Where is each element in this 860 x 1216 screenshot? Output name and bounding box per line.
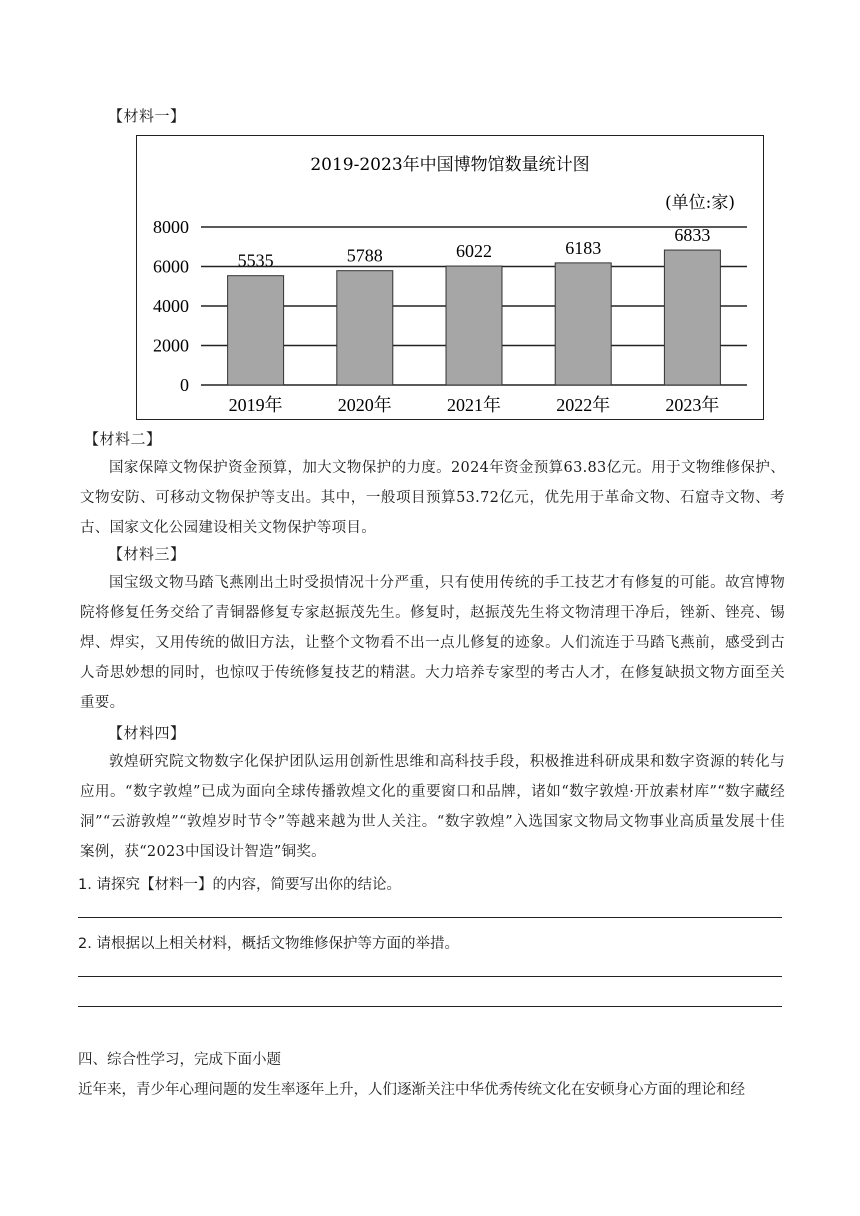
y-tick-label: 6000: [153, 256, 189, 277]
y-tick-label: 4000: [153, 296, 189, 316]
bar-value-label: 5535: [237, 250, 274, 271]
bar-value-label: 6022: [456, 241, 492, 262]
chart-y-ticks: [153, 217, 189, 395]
bar: [664, 250, 720, 385]
material3-heading: 【材料三】: [108, 545, 186, 563]
bar: [555, 263, 611, 385]
x-category-label: 2022年: [556, 395, 611, 415]
x-category-label: 2021年: [447, 395, 501, 415]
answer-line-q2-2[interactable]: [78, 1006, 782, 1007]
chart-bars: [228, 250, 721, 385]
y-tick-label: 0: [180, 375, 189, 395]
material2-heading: 【材料二】: [84, 430, 162, 448]
x-category-label: 2023年: [665, 395, 720, 415]
chart-x-categories: [229, 394, 720, 415]
question-2: 2. 请根据以上相关材料，概括文物维修保护等方面的举措。: [78, 936, 459, 952]
bar: [337, 271, 393, 385]
section4-title: 四、综合性学习，完成下面小题: [78, 1052, 281, 1068]
answer-line-q1[interactable]: [78, 917, 782, 918]
bar-value-label: 6183: [565, 237, 602, 258]
answer-line-q2-1[interactable]: [78, 976, 782, 977]
x-category-label: 2019年: [228, 395, 283, 415]
chart-value-labels: [238, 225, 711, 271]
bar-value-label: 6833: [674, 225, 711, 246]
question-1: 1. 请探究【材料一】的内容，简要写出你的结论。: [78, 877, 401, 893]
x-category-label: 2020年: [337, 395, 392, 415]
material1-heading: 【材料一】: [108, 107, 186, 125]
y-tick-label: 8000: [153, 217, 189, 237]
museum-count-chart: [136, 135, 764, 420]
material3-text: 国宝级文物马踏飞燕刚出土时受损情况十分严重，只有使用传统的手工技艺才有修复的可能。故宫博物院将修复任务交给了青铜器修复专家赵振茂先生。修复时，赵振茂先生将文物清理干净后，锉新、锉亮、锡焊、焊实，又用传统的做旧方法，让整个文物看不出一点儿修复的迹象。人们流连于马踏飞燕前，感受到古人奇思妙想的同时，也惊叹于传统修复技艺的精湛。大力培养专家型的考古人才，在修复缺损文物方面至关重要。: [80, 575, 785, 711]
bar-value-label: 5788: [346, 245, 383, 266]
material2-text: 国家保障文物保护资金预算，加大文物保护的力度。2024年资金预算63.83亿元。用于文物维修保护、文物安防、可移动文物保护等支出。其中，一般项目预算53.72亿元，优先用于革命文物、石窟寺文物、考古、国家文化公园建设相关文物保护等项目。: [80, 460, 785, 536]
material4-heading: 【材料四】: [108, 724, 186, 742]
chart-title: 2019-2023年中国博物馆数量统计图: [310, 155, 590, 175]
section4-intro: 近年来，青少年心理问题的发生率逐年上升，人们逐渐关注中华优秀传统文化在安顿身心方面的理论和经: [78, 1082, 745, 1098]
material4-text: 敦煌研究院文物数字化保护团队运用创新性思维和高科技手段，积极推进科研成果和数字资源的转化与应用。“数字敦煌”已成为面向全球传播敦煌文化的重要窗口和品牌，诸如“数字敦煌·开放素材库”“数字藏经洞”“云游敦煌”“敦煌岁时节令”等越来越为世人关注。“数字敦煌”入选国家文物局文物事业高质量发展十佳案例，获“2023中国设计智造”铜奖。: [80, 754, 785, 860]
chart-unit-label: (单位:家): [665, 193, 735, 213]
y-tick-label: 2000: [153, 335, 189, 356]
chart-svg: [137, 136, 763, 419]
bar: [228, 276, 284, 385]
bar: [446, 266, 502, 385]
